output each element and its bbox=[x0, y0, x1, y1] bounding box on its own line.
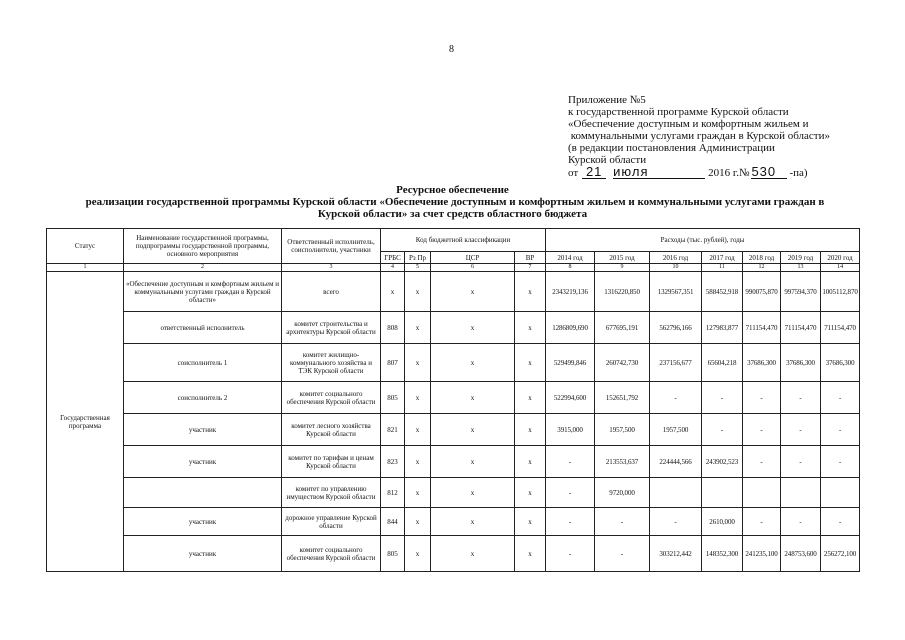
row-value: 260742,730 bbox=[595, 344, 650, 382]
row-value: 248753,600 bbox=[781, 536, 821, 572]
header-rzpr: Рз Пр bbox=[405, 252, 431, 264]
status-cell: Государственная программа bbox=[47, 272, 124, 572]
row-value: - bbox=[595, 536, 650, 572]
row-grbs: 821 bbox=[381, 414, 405, 446]
row-value: - bbox=[821, 382, 860, 414]
row-value: - bbox=[821, 414, 860, 446]
header-executor: Ответственный исполнитель, соисполнители, участники bbox=[282, 229, 381, 264]
header-row bbox=[47, 229, 860, 252]
row-value: - bbox=[781, 414, 821, 446]
row-name: соисполнитель 2 bbox=[124, 382, 282, 414]
row-value: 9720,000 bbox=[595, 478, 650, 508]
row-name: участник bbox=[124, 414, 282, 446]
row-value bbox=[781, 478, 821, 508]
row-value bbox=[821, 478, 860, 508]
appendix-line: Курской области bbox=[568, 154, 647, 166]
row-executor: комитет социального обеспечения Курской области bbox=[282, 382, 381, 414]
row-value: 1316220,850 bbox=[595, 272, 650, 312]
column-number: 6 bbox=[431, 264, 515, 272]
row-executor: всего bbox=[282, 272, 381, 312]
row-name: участник bbox=[124, 508, 282, 536]
resource-table bbox=[46, 228, 860, 572]
column-number: 5 bbox=[405, 264, 431, 272]
row-grbs: 844 bbox=[381, 508, 405, 536]
row-rzpr: х bbox=[405, 446, 431, 478]
appendix-line: Приложение №5 bbox=[568, 94, 646, 106]
page-number: 8 bbox=[449, 44, 454, 55]
row-value: 997594,370 bbox=[781, 272, 821, 312]
row-value: 1286809,690 bbox=[546, 312, 595, 344]
column-number: 2 bbox=[124, 264, 282, 272]
appendix-line: коммунальными услугами граждан в Курской области» bbox=[568, 130, 830, 142]
table-row bbox=[47, 414, 860, 446]
column-number: 14 bbox=[821, 264, 860, 272]
column-number: 7 bbox=[515, 264, 546, 272]
header-year: 2017 год bbox=[702, 252, 743, 264]
row-value: - bbox=[702, 382, 743, 414]
row-value: 711154,470 bbox=[781, 312, 821, 344]
row-grbs: 805 bbox=[381, 536, 405, 572]
row-executor: комитет строительства и архитектуры Курской области bbox=[282, 312, 381, 344]
row-value: - bbox=[743, 508, 781, 536]
row-value: 2343219,136 bbox=[546, 272, 595, 312]
doc-title: Ресурсное обеспечение bbox=[396, 184, 509, 196]
row-value: 2610,000 bbox=[702, 508, 743, 536]
row-name: соисполнитель 1 bbox=[124, 344, 282, 382]
row-vr: х bbox=[515, 344, 546, 382]
row-vr: х bbox=[515, 272, 546, 312]
row-value: 3915,000 bbox=[546, 414, 595, 446]
appendix-line: «Обеспечение доступным и комфортным жильем и bbox=[568, 118, 809, 130]
row-value: 37686,300 bbox=[781, 344, 821, 382]
table-row bbox=[47, 508, 860, 536]
row-value: - bbox=[743, 414, 781, 446]
header-year: 2016 год bbox=[650, 252, 702, 264]
row-rzpr: х bbox=[405, 272, 431, 312]
row-value: 1957,500 bbox=[650, 414, 702, 446]
row-vr: х bbox=[515, 536, 546, 572]
column-number: 13 bbox=[781, 264, 821, 272]
row-value: 1329567,351 bbox=[650, 272, 702, 312]
row-name bbox=[124, 478, 282, 508]
row-value: - bbox=[702, 414, 743, 446]
row-rzpr: х bbox=[405, 382, 431, 414]
table-row bbox=[47, 272, 860, 312]
row-value: 711154,470 bbox=[743, 312, 781, 344]
row-value: 213553,637 bbox=[595, 446, 650, 478]
row-executor: комитет социального обеспечения Курской области bbox=[282, 536, 381, 572]
row-value: - bbox=[650, 508, 702, 536]
row-grbs: 823 bbox=[381, 446, 405, 478]
row-value: - bbox=[546, 536, 595, 572]
row-grbs: 807 bbox=[381, 344, 405, 382]
row-executor: дорожное управление Курской области bbox=[282, 508, 381, 536]
row-value: 562796,166 bbox=[650, 312, 702, 344]
table-row bbox=[47, 536, 860, 572]
header-status: Статус bbox=[47, 229, 124, 264]
appendix-date-line bbox=[568, 166, 830, 179]
appendix-block bbox=[568, 94, 830, 179]
header-expenses-group: Расходы (тыс. рублей), годы bbox=[546, 229, 860, 252]
row-value: - bbox=[821, 446, 860, 478]
row-name: участник bbox=[124, 536, 282, 572]
column-number: 8 bbox=[546, 264, 595, 272]
row-value: - bbox=[821, 508, 860, 536]
doc-subtitle-line: Курской области» за счет средств областного бюджета bbox=[317, 208, 588, 220]
header-grbs: ГРБС bbox=[381, 252, 405, 264]
header-year: 2020 год bbox=[821, 252, 860, 264]
row-name: участник bbox=[124, 446, 282, 478]
row-value bbox=[702, 478, 743, 508]
row-value: - bbox=[743, 446, 781, 478]
row-csr: х bbox=[431, 414, 515, 446]
column-number: 1 bbox=[47, 264, 124, 272]
column-number: 12 bbox=[743, 264, 781, 272]
row-grbs: х bbox=[381, 272, 405, 312]
column-number: 4 bbox=[381, 264, 405, 272]
row-csr: х bbox=[431, 478, 515, 508]
row-value: 148352,300 bbox=[702, 536, 743, 572]
column-number-row bbox=[47, 264, 860, 272]
row-csr: х bbox=[431, 344, 515, 382]
row-value bbox=[743, 478, 781, 508]
row-vr: х bbox=[515, 382, 546, 414]
row-vr: х bbox=[515, 478, 546, 508]
row-value: - bbox=[595, 508, 650, 536]
date-suffix: -па) bbox=[789, 167, 808, 179]
row-value: 522994,600 bbox=[546, 382, 595, 414]
row-csr: х bbox=[431, 272, 515, 312]
table-row bbox=[47, 446, 860, 478]
row-grbs: 805 bbox=[381, 382, 405, 414]
row-grbs: 812 bbox=[381, 478, 405, 508]
row-value: 224444,566 bbox=[650, 446, 702, 478]
row-value: - bbox=[546, 446, 595, 478]
row-rzpr: х bbox=[405, 344, 431, 382]
row-vr: х bbox=[515, 414, 546, 446]
date-month: июля bbox=[613, 166, 705, 179]
row-csr: х bbox=[431, 312, 515, 344]
row-value: 241235,100 bbox=[743, 536, 781, 572]
row-vr: х bbox=[515, 446, 546, 478]
header-year: 2019 год bbox=[781, 252, 821, 264]
doc-subtitle-line: реализации государственной программы Курской области «Обеспечение доступным и комфортным жильем и коммунальными услугами граждан в bbox=[85, 196, 825, 208]
row-rzpr: х bbox=[405, 312, 431, 344]
row-value: - bbox=[546, 478, 595, 508]
row-executor: комитет по тарифам и ценам Курской области bbox=[282, 446, 381, 478]
header-year: 2018 год bbox=[743, 252, 781, 264]
row-value bbox=[650, 478, 702, 508]
row-executor: комитет по управлению имуществом Курской области bbox=[282, 478, 381, 508]
row-value: 37686,300 bbox=[743, 344, 781, 382]
row-value: - bbox=[781, 446, 821, 478]
row-rzpr: х bbox=[405, 536, 431, 572]
row-value: 243902,523 bbox=[702, 446, 743, 478]
row-value: 237156,677 bbox=[650, 344, 702, 382]
row-grbs: 808 bbox=[381, 312, 405, 344]
row-csr: х bbox=[431, 508, 515, 536]
row-csr: х bbox=[431, 446, 515, 478]
row-value: - bbox=[743, 382, 781, 414]
date-year: 2016 г.№ bbox=[708, 167, 750, 179]
header-code-group: Код бюджетной классификации bbox=[381, 229, 546, 252]
date-prefix: от bbox=[568, 167, 579, 179]
table-row bbox=[47, 344, 860, 382]
row-value: 256272,100 bbox=[821, 536, 860, 572]
row-rzpr: х bbox=[405, 508, 431, 536]
date-day: 21 bbox=[582, 166, 606, 179]
row-value: 303212,442 bbox=[650, 536, 702, 572]
row-value: 711154,470 bbox=[821, 312, 860, 344]
row-value: 152651,792 bbox=[595, 382, 650, 414]
row-csr: х bbox=[431, 536, 515, 572]
row-value: 65604,218 bbox=[702, 344, 743, 382]
row-executor: комитет лесного хозяйства Курской области bbox=[282, 414, 381, 446]
date-number: 530 bbox=[751, 166, 787, 179]
column-number: 3 bbox=[282, 264, 381, 272]
row-vr: х bbox=[515, 508, 546, 536]
row-value: 1957,500 bbox=[595, 414, 650, 446]
row-csr: х bbox=[431, 382, 515, 414]
row-value: 127983,877 bbox=[702, 312, 743, 344]
row-value: - bbox=[546, 508, 595, 536]
table-row bbox=[47, 312, 860, 344]
row-executor: комитет жилищно-коммунального хозяйства и ТЭК Курской области bbox=[282, 344, 381, 382]
row-value: - bbox=[781, 382, 821, 414]
header-csr: ЦСР bbox=[431, 252, 515, 264]
table-row bbox=[47, 478, 860, 508]
row-name: «Обеспечение доступным и комфортным жильем и коммунальными услугами граждан в Курской области» bbox=[124, 272, 282, 312]
row-value: 1005112,870 bbox=[821, 272, 860, 312]
row-value: 990075,870 bbox=[743, 272, 781, 312]
row-value: 529499,846 bbox=[546, 344, 595, 382]
row-rzpr: х bbox=[405, 414, 431, 446]
header-name: Наименование государственной программы, подпрограммы государственной программы, основного мероприятия bbox=[124, 229, 282, 264]
table-row bbox=[47, 382, 860, 414]
row-value: 677695,191 bbox=[595, 312, 650, 344]
row-name: ответственный исполнитель bbox=[124, 312, 282, 344]
appendix-line: (в редакции постановления Администрации bbox=[568, 142, 775, 154]
row-value: - bbox=[650, 382, 702, 414]
header-year: 2015 год bbox=[595, 252, 650, 264]
row-vr: х bbox=[515, 312, 546, 344]
row-rzpr: х bbox=[405, 478, 431, 508]
row-value: 37686,300 bbox=[821, 344, 860, 382]
column-number: 9 bbox=[595, 264, 650, 272]
header-year: 2014 год bbox=[546, 252, 595, 264]
row-value: - bbox=[781, 508, 821, 536]
column-number: 11 bbox=[702, 264, 743, 272]
appendix-line: к государственной программе Курской области bbox=[568, 106, 789, 118]
row-value: 588452,918 bbox=[702, 272, 743, 312]
header-vr: ВР bbox=[515, 252, 546, 264]
column-number: 10 bbox=[650, 264, 702, 272]
